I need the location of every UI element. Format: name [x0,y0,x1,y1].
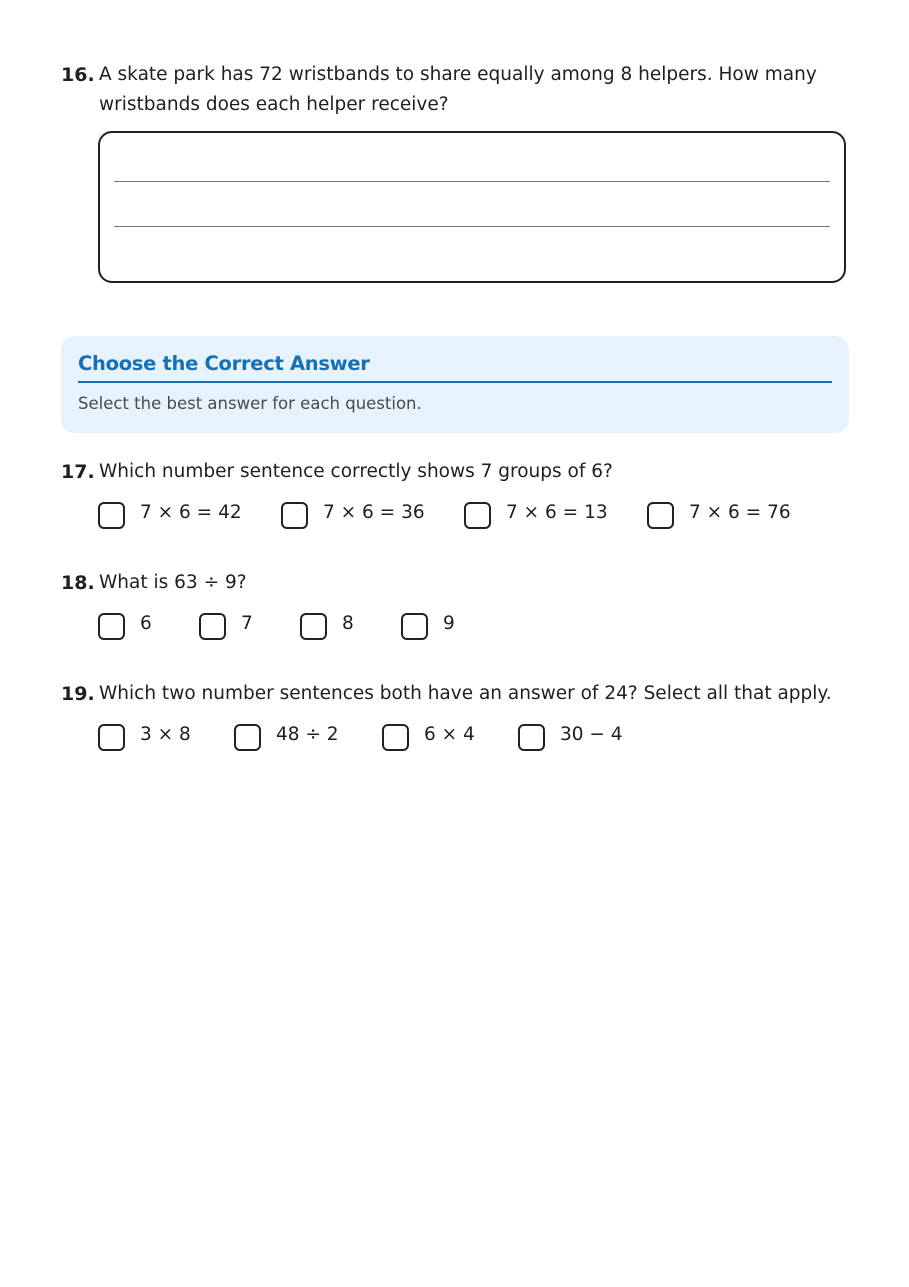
option-label: 7 × 6 = 42 [140,502,242,523]
question-text: What is 63 ÷ 9? [99,572,247,593]
option-label: 9 [443,613,455,634]
question-number: 18. [61,572,95,594]
question-text: Which number sentence correctly shows 7 groups of 6? [99,461,613,482]
checkbox[interactable] [281,502,308,529]
checkbox[interactable] [199,613,226,640]
option-label: 30 − 4 [560,724,623,745]
checkbox[interactable] [300,613,327,640]
checkbox[interactable] [464,502,491,529]
writing-line [114,226,830,227]
section-banner [61,336,849,433]
question-number: 16. [61,64,95,86]
question-text: Which two number sentences both have an answer of 24? Select all that apply. [99,683,832,704]
option-label: 7 [241,613,253,634]
checkbox[interactable] [382,724,409,751]
writing-line [114,181,830,182]
option-label: 7 × 6 = 36 [323,502,425,523]
checkbox[interactable] [518,724,545,751]
checkbox[interactable] [401,613,428,640]
checkbox[interactable] [98,613,125,640]
option-label: 7 × 6 = 13 [506,502,608,523]
checkbox[interactable] [98,502,125,529]
checkbox[interactable] [234,724,261,751]
checkbox[interactable] [98,724,125,751]
answer-writing-box[interactable] [98,131,846,283]
question-19 [61,679,841,709]
option-label: 6 × 4 [424,724,475,745]
section-instructions: Select the best answer for each question. [78,394,422,413]
question-text: A skate park has 72 wristbands to share equally among 8 helpers. How many wristbands does each helper receive? [99,64,817,115]
question-17 [61,457,841,487]
question-number: 17. [61,461,95,483]
checkbox[interactable] [647,502,674,529]
option-label: 48 ÷ 2 [276,724,339,745]
option-label: 7 × 6 = 76 [689,502,791,523]
question-16 [61,60,841,120]
option-label: 8 [342,613,354,634]
option-label: 6 [140,613,152,634]
section-title: Choose the Correct Answer [78,352,832,383]
question-18 [61,568,841,598]
question-number: 19. [61,683,95,705]
option-label: 3 × 8 [140,724,191,745]
